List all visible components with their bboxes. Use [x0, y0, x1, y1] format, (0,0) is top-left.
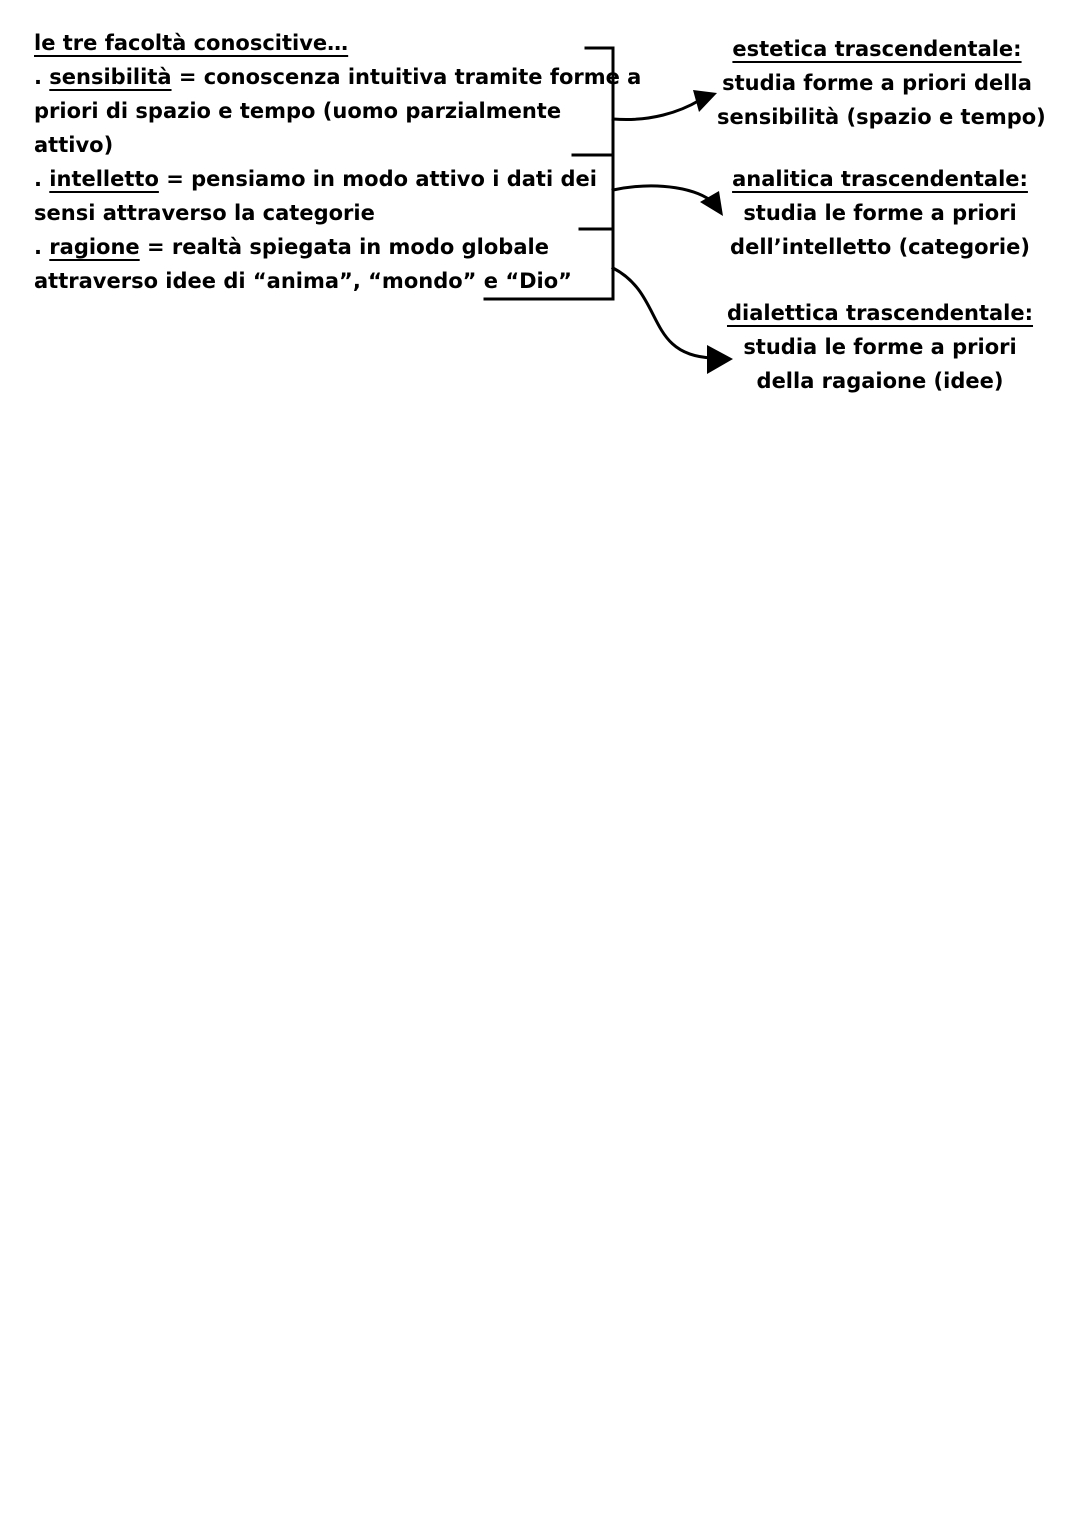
bullet: . — [34, 235, 42, 259]
branch-line: dell’intelletto (categorie) — [730, 235, 1030, 259]
diagram-title: le tre facoltà conoscitive… — [34, 31, 349, 55]
branch-line: studia le forme a priori — [743, 335, 1017, 359]
branch-heading: dialettica trascendentale: — [726, 301, 1034, 325]
faculty-definition-line: = conoscenza intuitiva tramite forme a — [178, 65, 642, 89]
arrow-to-estetica — [613, 100, 700, 120]
arrow-to-analitica — [613, 186, 712, 202]
arrow-head-dialettica — [707, 345, 733, 374]
faculty-term: ragione — [49, 235, 140, 259]
branch-heading: estetica trascendentale: — [732, 37, 1022, 61]
faculty-definition-line: priori di spazio e tempo (uomo parzialmente — [34, 99, 562, 123]
faculty-definition-line: = realtà spiegata in modo globale — [147, 235, 549, 259]
bracket-line — [485, 48, 613, 299]
branch-line: studia forme a priori della — [722, 71, 1032, 95]
faculty-definition-line: sensi attraverso la categorie — [34, 201, 375, 225]
bullet: . — [34, 65, 42, 89]
arrow-to-dialettica — [613, 268, 712, 358]
faculty-term: intelletto — [49, 167, 159, 191]
branch-line: studia le forme a priori — [743, 201, 1017, 225]
branch-heading: analitica trascendentale: — [732, 167, 1028, 191]
faculty-definition-line: attivo) — [34, 133, 114, 157]
faculty-term: sensibilità — [49, 65, 172, 89]
branch-line: della ragaione (idee) — [756, 369, 1004, 393]
branch-line: sensibilità (spazio e tempo) — [717, 105, 1046, 129]
bullet: . — [34, 167, 42, 191]
arrow-head-estetica — [693, 90, 717, 112]
faculty-definition-line: attraverso idee di “anima”, “mondo” e “Dio” — [34, 269, 572, 293]
faculty-definition-line: = pensiamo in modo attivo i dati dei — [166, 167, 597, 191]
